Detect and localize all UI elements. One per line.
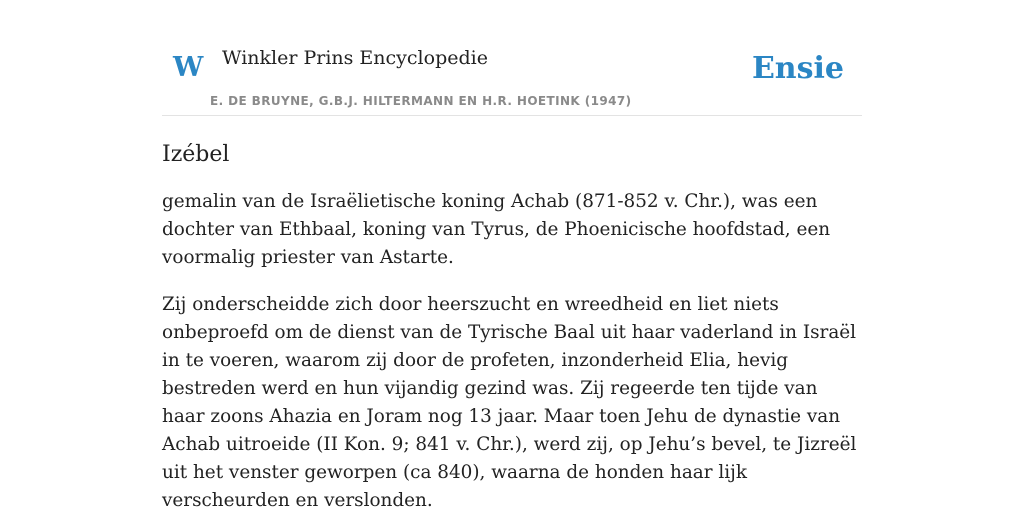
content-container — [162, 0, 862, 512]
encyclopedia-authors: E. DE BRUYNE, G.B.J. HILTERMANN EN H.R. HOETINK (1947) — [210, 94, 632, 108]
encyclopedia-logo-icon[interactable]: W — [173, 52, 204, 83]
ensie-brand-logo[interactable]: Ensie — [751, 51, 844, 86]
encyclopedia-title-link[interactable]: Winkler Prins Encyclopedie — [222, 47, 488, 69]
entry-paragraph: gemalin van de Israëlietische koning Achab (871-852 v. Chr.), was een dochter van Ethbaal, koning van Tyrus, de Phoenicische hoofdstad, een voormalig priester van Astarte. — [162, 191, 831, 268]
entry-title: Izébel — [162, 142, 230, 167]
site-header — [162, 0, 862, 116]
entry-paragraph: Zij onderscheidde zich door heerszucht en wreedheid en liet niets onbeproefd om de dienst van de Tyrische Baal uit haar vaderland in Israël in te voeren, waarom zij door de profeten, inzonderheid Elia, hevig bestreden werd en hun vijandig gezind was. Zij regeerde ten tijde van haar zoons Ahazia en Joram nog 13 jaar. Maar toen Jehu de dynastie van Achab uitroeide (II Kon. 9; 841 v. Chr.), werd zij, op Jehu’s bevel, te Jizreël uit het venster geworpen (ca 840), waarna de honden haar lijk verscheurden en verslonden. — [162, 294, 857, 511]
